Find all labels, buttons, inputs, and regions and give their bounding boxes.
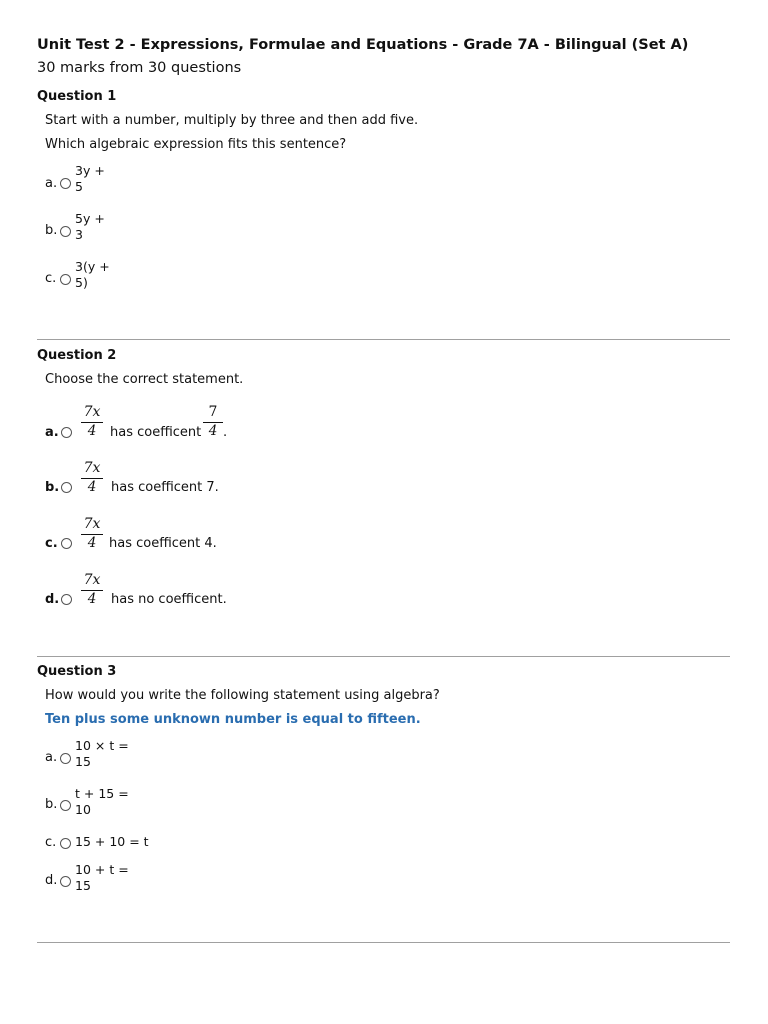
option-label: b.: [45, 480, 60, 495]
option-text: has coefficent 7.: [111, 480, 219, 495]
question-1-heading: Question 1: [37, 89, 117, 104]
page-subtitle: 30 marks from 30 questions: [37, 60, 242, 76]
divider: [37, 942, 730, 943]
question-3-statement: Ten plus some unknown number is equal to fifteen.: [45, 712, 421, 727]
question-3-prompt: How would you write the following statement using algebra?: [45, 688, 440, 703]
option-text: has coefficent 4.: [109, 536, 217, 551]
option-expression: 3(y + 5): [75, 259, 110, 290]
fraction: 7x 4: [81, 516, 103, 550]
radio-button[interactable]: [60, 178, 71, 189]
option-label: b.: [45, 797, 58, 812]
question-2-prompt: Choose the correct statement.: [45, 372, 244, 387]
radio-button[interactable]: [60, 753, 71, 764]
radio-button[interactable]: [60, 838, 71, 849]
option-label: a.: [45, 750, 58, 765]
divider: [37, 339, 730, 340]
option-expression: 10 × t = 15: [75, 738, 129, 769]
option-text: has coefficent: [110, 425, 202, 440]
option-expression: 3y + 5: [75, 163, 105, 194]
option-label: d.: [45, 592, 60, 607]
question-2-heading: Question 2: [37, 348, 117, 363]
option-expression: t + 15 = 10: [75, 786, 129, 817]
option-label: a.: [45, 425, 59, 440]
coefficient-fraction: 7 4: [203, 404, 223, 438]
radio-button[interactable]: [60, 274, 71, 285]
option-label: c.: [45, 536, 58, 551]
divider: [37, 656, 730, 657]
option-expression: 5y + 3: [75, 211, 105, 242]
option-label: c.: [45, 271, 57, 286]
option-expression: 15 + 10 = t: [75, 834, 149, 849]
radio-button[interactable]: [61, 538, 72, 549]
option-label: d.: [45, 873, 58, 888]
page-title: Unit Test 2 - Expressions, Formulae and Equations - Grade 7A - Bilingual (Set A): [37, 37, 689, 53]
option-label: a.: [45, 176, 58, 191]
question-1-text: Start with a number, multiply by three and then add five.: [45, 113, 419, 128]
fraction: 7x 4: [81, 572, 103, 606]
fraction: 7x 4: [81, 404, 103, 438]
radio-button[interactable]: [60, 800, 71, 811]
option-label: b.: [45, 223, 58, 238]
option-text: has no coefficent.: [111, 592, 227, 607]
radio-button[interactable]: [60, 876, 71, 887]
question-3-heading: Question 3: [37, 664, 117, 679]
radio-button[interactable]: [60, 226, 71, 237]
option-expression: 10 + t = 15: [75, 862, 129, 893]
question-1-prompt: Which algebraic expression fits this sentence?: [45, 137, 347, 152]
radio-button[interactable]: [61, 482, 72, 493]
radio-button[interactable]: [61, 594, 72, 605]
option-label: c.: [45, 835, 57, 850]
fraction: 7x 4: [81, 460, 103, 494]
radio-button[interactable]: [61, 427, 72, 438]
period: .: [223, 425, 228, 440]
